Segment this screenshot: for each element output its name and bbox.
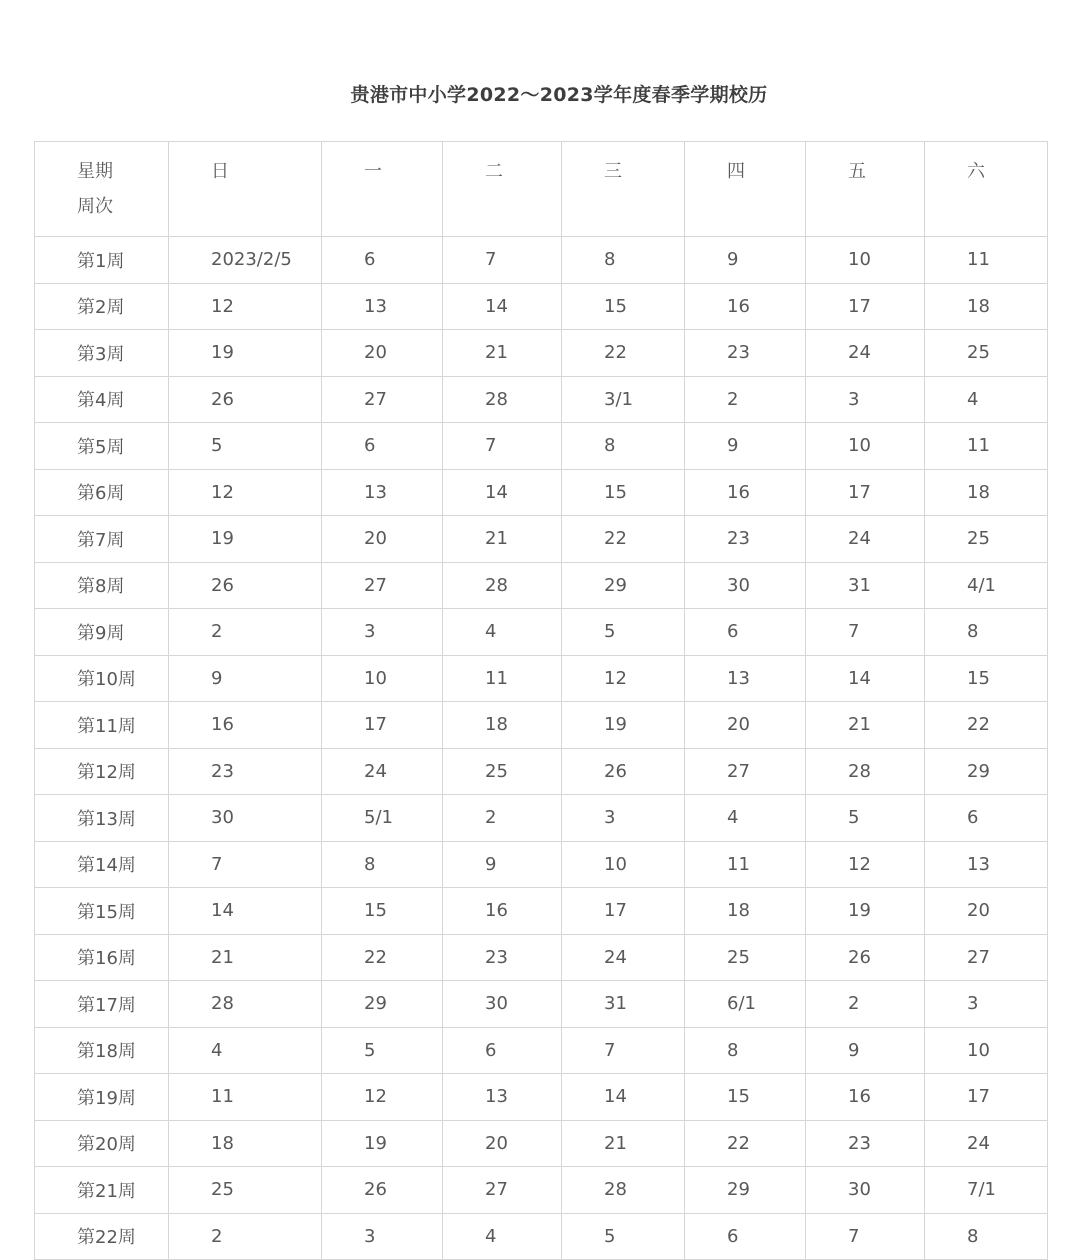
week-label-cell: 第19周 [35, 1074, 169, 1121]
table-row [35, 516, 1048, 563]
date-cell: 28 [806, 748, 925, 795]
date-cell: 2 [685, 376, 806, 423]
table-row [35, 283, 1048, 330]
date-cell: 3 [806, 376, 925, 423]
date-cell: 18 [925, 469, 1048, 516]
date-cell: 8 [925, 609, 1048, 656]
table-row [35, 795, 1048, 842]
date-cell: 10 [322, 655, 443, 702]
date-cell: 26 [169, 562, 322, 609]
week-label-cell: 第16周 [35, 934, 169, 981]
date-cell: 13 [685, 655, 806, 702]
table-row [35, 1120, 1048, 1167]
date-cell: 8 [925, 1213, 1048, 1260]
date-cell: 29 [925, 748, 1048, 795]
date-cell: 16 [443, 888, 562, 935]
table-row [35, 841, 1048, 888]
date-cell: 15 [685, 1074, 806, 1121]
date-cell: 6 [685, 1213, 806, 1260]
date-cell: 11 [925, 423, 1048, 470]
table-row [35, 609, 1048, 656]
week-label-cell: 第8周 [35, 562, 169, 609]
date-cell: 4 [443, 609, 562, 656]
header-day-fri: 五 [806, 142, 925, 237]
week-label-cell: 第5周 [35, 423, 169, 470]
table-row [35, 562, 1048, 609]
date-cell: 30 [443, 981, 562, 1028]
date-cell: 27 [322, 562, 443, 609]
header-day-sun: 日 [169, 142, 322, 237]
date-cell: 14 [443, 469, 562, 516]
week-label-cell: 第1周 [35, 237, 169, 284]
date-cell: 8 [322, 841, 443, 888]
date-cell: 22 [685, 1120, 806, 1167]
date-cell: 29 [562, 562, 685, 609]
date-cell: 25 [169, 1167, 322, 1214]
date-cell: 8 [562, 237, 685, 284]
date-cell: 7 [169, 841, 322, 888]
week-label-cell: 第20周 [35, 1120, 169, 1167]
date-cell: 29 [685, 1167, 806, 1214]
date-cell: 10 [806, 423, 925, 470]
date-cell: 29 [322, 981, 443, 1028]
page-title: 贵港市中小学2022～2023学年度春季学期校历 [350, 84, 768, 106]
table-row [35, 1027, 1048, 1074]
date-cell: 14 [443, 283, 562, 330]
header-day-tue: 二 [443, 142, 562, 237]
date-cell: 18 [925, 283, 1048, 330]
date-cell: 15 [322, 888, 443, 935]
header-day-thu: 四 [685, 142, 806, 237]
table-row [35, 748, 1048, 795]
date-cell: 11 [169, 1074, 322, 1121]
date-cell: 23 [685, 330, 806, 377]
date-cell: 22 [925, 702, 1048, 749]
date-cell: 27 [322, 376, 443, 423]
date-cell: 23 [685, 516, 806, 563]
date-cell: 4 [169, 1027, 322, 1074]
date-cell: 16 [169, 702, 322, 749]
date-cell: 20 [685, 702, 806, 749]
week-label-cell: 第3周 [35, 330, 169, 377]
header-row [35, 142, 1048, 237]
date-cell: 15 [562, 283, 685, 330]
date-cell: 13 [322, 283, 443, 330]
header-day-mon: 一 [322, 142, 443, 237]
table-row [35, 888, 1048, 935]
date-cell: 3 [322, 609, 443, 656]
date-cell: 31 [562, 981, 685, 1028]
table-row [35, 1167, 1048, 1214]
week-label-cell: 第18周 [35, 1027, 169, 1074]
date-cell: 17 [925, 1074, 1048, 1121]
date-cell: 17 [322, 702, 443, 749]
date-cell: 24 [322, 748, 443, 795]
table-row [35, 934, 1048, 981]
week-label-cell: 第2周 [35, 283, 169, 330]
date-cell: 2 [806, 981, 925, 1028]
date-cell: 23 [443, 934, 562, 981]
date-cell: 16 [806, 1074, 925, 1121]
date-cell: 19 [322, 1120, 443, 1167]
date-cell: 17 [806, 469, 925, 516]
date-cell: 12 [169, 469, 322, 516]
date-cell: 5 [806, 795, 925, 842]
date-cell: 19 [169, 330, 322, 377]
date-cell: 10 [925, 1027, 1048, 1074]
date-cell: 24 [562, 934, 685, 981]
table-row [35, 469, 1048, 516]
table-row [35, 330, 1048, 377]
date-cell: 2 [169, 1213, 322, 1260]
date-cell: 7 [806, 1213, 925, 1260]
date-cell: 7 [806, 609, 925, 656]
week-label-cell: 第9周 [35, 609, 169, 656]
date-cell: 4/1 [925, 562, 1048, 609]
header-day-sat: 六 [925, 142, 1048, 237]
date-cell: 13 [322, 469, 443, 516]
date-cell: 7 [443, 237, 562, 284]
date-cell: 12 [562, 655, 685, 702]
date-cell: 11 [443, 655, 562, 702]
table-row [35, 702, 1048, 749]
date-cell: 24 [925, 1120, 1048, 1167]
date-cell: 19 [562, 702, 685, 749]
corner-week-label: 周次 [77, 196, 113, 217]
table-row [35, 1074, 1048, 1121]
date-cell: 2023/2/5 [169, 237, 322, 284]
date-cell: 9 [685, 237, 806, 284]
date-cell: 23 [169, 748, 322, 795]
week-label-cell: 第7周 [35, 516, 169, 563]
date-cell: 21 [443, 330, 562, 377]
date-cell: 27 [925, 934, 1048, 981]
date-cell: 17 [562, 888, 685, 935]
date-cell: 20 [322, 330, 443, 377]
week-label-cell: 第13周 [35, 795, 169, 842]
date-cell: 23 [806, 1120, 925, 1167]
date-cell: 21 [806, 702, 925, 749]
date-cell: 28 [562, 1167, 685, 1214]
week-label-cell: 第21周 [35, 1167, 169, 1214]
date-cell: 12 [806, 841, 925, 888]
corner-weekday-label: 星期 [77, 161, 113, 182]
date-cell: 4 [685, 795, 806, 842]
date-cell: 12 [169, 283, 322, 330]
date-cell: 21 [169, 934, 322, 981]
date-cell: 5 [322, 1027, 443, 1074]
table-row [35, 376, 1048, 423]
date-cell: 25 [925, 330, 1048, 377]
date-cell: 3/1 [562, 376, 685, 423]
week-label-cell: 第11周 [35, 702, 169, 749]
week-label-cell: 第6周 [35, 469, 169, 516]
date-cell: 3 [925, 981, 1048, 1028]
date-cell: 6 [322, 423, 443, 470]
table-row [35, 423, 1048, 470]
date-cell: 9 [685, 423, 806, 470]
week-label-cell: 第12周 [35, 748, 169, 795]
date-cell: 9 [443, 841, 562, 888]
table-row [35, 237, 1048, 284]
date-cell: 18 [443, 702, 562, 749]
school-calendar-table [34, 141, 1048, 1260]
date-cell: 5 [562, 1213, 685, 1260]
date-cell: 7 [562, 1027, 685, 1074]
date-cell: 8 [562, 423, 685, 470]
date-cell: 7 [443, 423, 562, 470]
date-cell: 6 [925, 795, 1048, 842]
date-cell: 26 [322, 1167, 443, 1214]
date-cell: 5 [169, 423, 322, 470]
date-cell: 2 [169, 609, 322, 656]
date-cell: 28 [169, 981, 322, 1028]
date-cell: 9 [806, 1027, 925, 1074]
date-cell: 5 [562, 609, 685, 656]
calendar-body [35, 142, 1048, 1260]
date-cell: 28 [443, 562, 562, 609]
date-cell: 21 [562, 1120, 685, 1167]
header-day-wed: 三 [562, 142, 685, 237]
date-cell: 25 [925, 516, 1048, 563]
date-cell: 26 [806, 934, 925, 981]
date-cell: 30 [806, 1167, 925, 1214]
week-label-cell: 第4周 [35, 376, 169, 423]
date-cell: 5/1 [322, 795, 443, 842]
date-cell: 4 [925, 376, 1048, 423]
week-label-cell: 第15周 [35, 888, 169, 935]
date-cell: 13 [443, 1074, 562, 1121]
date-cell: 12 [322, 1074, 443, 1121]
corner-cell [35, 142, 169, 237]
week-label-cell: 第10周 [35, 655, 169, 702]
date-cell: 26 [169, 376, 322, 423]
table-row [35, 981, 1048, 1028]
date-cell: 17 [806, 283, 925, 330]
week-label-cell: 第22周 [35, 1213, 169, 1260]
date-cell: 19 [169, 516, 322, 563]
date-cell: 20 [925, 888, 1048, 935]
table-continuation [0, 1249, 1080, 1258]
date-cell: 14 [806, 655, 925, 702]
date-cell: 18 [685, 888, 806, 935]
date-cell: 25 [685, 934, 806, 981]
date-cell: 30 [169, 795, 322, 842]
date-cell: 6 [443, 1027, 562, 1074]
date-cell: 14 [562, 1074, 685, 1121]
date-cell: 27 [443, 1167, 562, 1214]
week-label-cell: 第17周 [35, 981, 169, 1028]
date-cell: 4 [443, 1213, 562, 1260]
date-cell: 6 [322, 237, 443, 284]
date-cell: 2 [443, 795, 562, 842]
date-cell: 3 [322, 1213, 443, 1260]
date-cell: 22 [562, 516, 685, 563]
date-cell: 6 [685, 609, 806, 656]
date-cell: 28 [443, 376, 562, 423]
date-cell: 27 [685, 748, 806, 795]
date-cell: 31 [806, 562, 925, 609]
date-cell: 26 [562, 748, 685, 795]
date-cell: 7/1 [925, 1167, 1048, 1214]
date-cell: 24 [806, 516, 925, 563]
date-cell: 25 [443, 748, 562, 795]
date-cell: 19 [806, 888, 925, 935]
date-cell: 8 [685, 1027, 806, 1074]
date-cell: 16 [685, 469, 806, 516]
date-cell: 11 [925, 237, 1048, 284]
date-cell: 9 [169, 655, 322, 702]
date-cell: 15 [562, 469, 685, 516]
date-cell: 22 [562, 330, 685, 377]
week-label-cell: 第14周 [35, 841, 169, 888]
date-cell: 24 [806, 330, 925, 377]
date-cell: 10 [806, 237, 925, 284]
date-cell: 15 [925, 655, 1048, 702]
date-cell: 20 [322, 516, 443, 563]
date-cell: 30 [685, 562, 806, 609]
date-cell: 18 [169, 1120, 322, 1167]
date-cell: 11 [685, 841, 806, 888]
date-cell: 6/1 [685, 981, 806, 1028]
date-cell: 10 [562, 841, 685, 888]
date-cell: 21 [443, 516, 562, 563]
date-cell: 13 [925, 841, 1048, 888]
date-cell: 20 [443, 1120, 562, 1167]
date-cell: 16 [685, 283, 806, 330]
date-cell: 14 [169, 888, 322, 935]
date-cell: 22 [322, 934, 443, 981]
table-row [35, 655, 1048, 702]
date-cell: 3 [562, 795, 685, 842]
